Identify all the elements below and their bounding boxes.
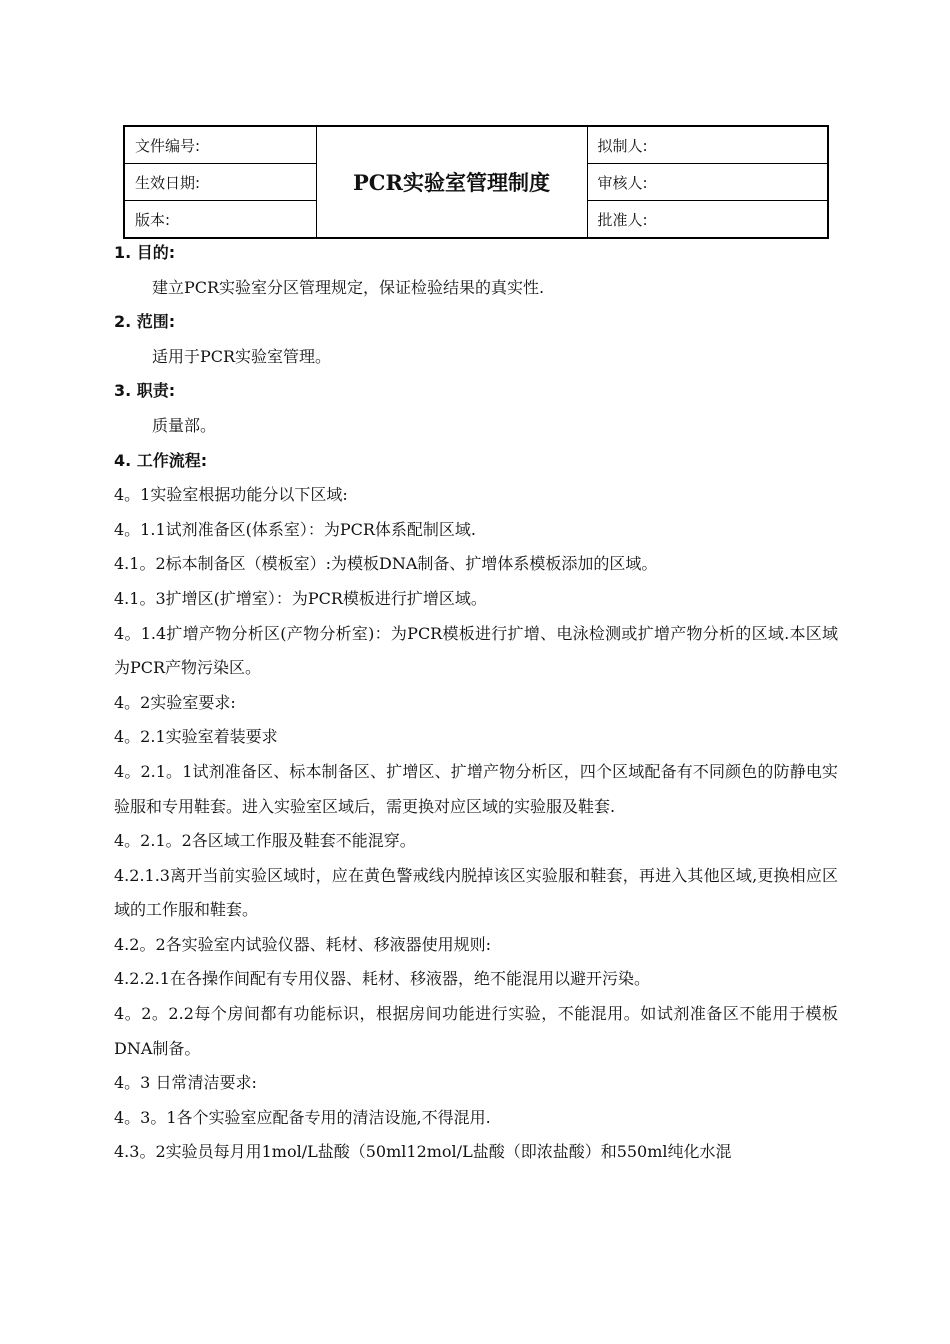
- reviewer-label: 审核人:: [587, 164, 828, 201]
- paragraph-4-3-2: 4.3。2实验员每月用1mol/L盐酸（50ml12mol/L盐酸（即浓盐酸）和550ml纯化水混: [114, 1142, 732, 1162]
- section-text-purpose: 建立PCR实验室分区管理规定，保证检验结果的真实性.: [152, 277, 545, 297]
- document-title: PCR实验室管理制度: [316, 126, 587, 238]
- drafter-label: 拟制人:: [587, 126, 828, 164]
- paragraph-4-2-2: 4.2。2各实验室内试验仪器、耗材、移液器使用规则:: [114, 934, 492, 954]
- effective-date-label: 生效日期:: [124, 164, 316, 201]
- paragraph-4-1-3: 4.1。3扩增区(扩增室）：为PCR模板进行扩增区域。: [114, 588, 487, 608]
- paragraph-4-2-2-2: 4。2。2.2每个房间都有功能标识，根据房间功能进行实验，不能混用。如试剂准备区不能用于模板DNA制备。: [114, 1004, 838, 1058]
- document-body: [114, 236, 838, 1170]
- paragraph-4-3: 4。3 日常清洁要求:: [114, 1073, 257, 1093]
- paragraph-4-2-2-1: 4.2.2.1在各操作间配有专用仪器、耗材、移液器，绝不能混用以避开污染。: [114, 969, 650, 989]
- paragraph-4-1: 4。1实验室根据功能分以下区域:: [114, 485, 348, 505]
- paragraph-4-1-2: 4.1。2标本制备区（模板室）:为模板DNA制备、扩增体系模板添加的区域。: [114, 554, 658, 574]
- approver-label: 批准人:: [587, 201, 828, 239]
- section-text-scope: 适用于PCR实验室管理。: [152, 346, 332, 366]
- paragraph-4-2-1-2: 4。2.1。2各区域工作服及鞋套不能混穿。: [114, 831, 416, 851]
- paragraph-4-1-1: 4。1.1试剂准备区(体系室）：为PCR体系配制区域.: [114, 519, 477, 539]
- paragraph-4-2-1-1: 4。2.1。1试剂准备区、标本制备区、扩增区、扩增产物分析区，四个区域配备有不同颜色的防静电实验服和专用鞋套。进入实验室区域后，需更换对应区域的实验服及鞋套.: [114, 761, 838, 816]
- section-heading-responsibility: 3. 职责:: [114, 381, 176, 401]
- paragraph-4-2-1: 4。2.1实验室着装要求: [114, 727, 278, 747]
- paragraph-4-2-1-3: 4.2.1.3离开当前实验区域时，应在黄色警戒线内脱掉该区实验服和鞋套，再进入其他区域,更换相应区域的工作服和鞋套。: [114, 865, 838, 920]
- document-header-table: [123, 125, 829, 239]
- paragraph-4-3-1: 4。3。1各个实验室应配备专用的清洁设施,不得混用.: [114, 1107, 491, 1127]
- section-heading-scope: 2. 范围:: [114, 312, 176, 332]
- section-text-responsibility: 质量部。: [152, 415, 217, 435]
- version-label: 版本:: [124, 201, 316, 239]
- file-number-label: 文件编号:: [124, 126, 316, 164]
- section-heading-workflow: 4. 工作流程:: [114, 450, 208, 470]
- section-heading-purpose: 1. 目的:: [114, 243, 176, 262]
- paragraph-4-1-4: 4。1.4扩增产物分析区(产物分析室)：为PCR模板进行扩增、电泳检测或扩增产物分析的区域.本区域为PCR产物污染区。: [114, 623, 838, 678]
- paragraph-4-2: 4。2实验室要求:: [114, 692, 236, 712]
